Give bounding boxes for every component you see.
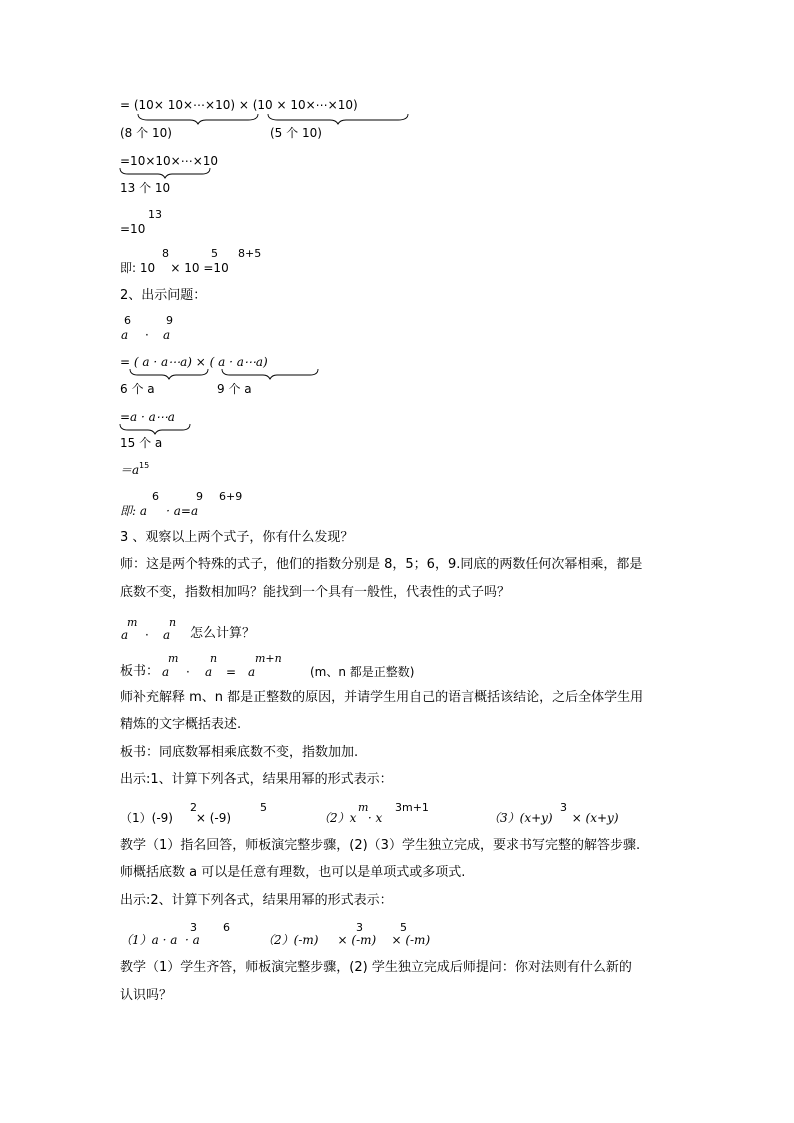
q1-expr	[120, 933, 200, 947]
ex1-line3: =10	[120, 222, 146, 236]
p1-e2: 5	[260, 801, 267, 814]
q2-expr-a1: a	[121, 328, 129, 342]
board-eq: =	[226, 665, 237, 679]
p2-a: （2）x	[318, 811, 357, 825]
q1-e2: 6	[223, 921, 230, 934]
q2-e2: 5	[400, 921, 407, 934]
p1-b: × (-9)	[195, 811, 232, 825]
q2-expr-a2: a	[163, 328, 171, 342]
q1-a: （1）a · a	[120, 933, 178, 947]
q1-b: · a	[185, 933, 200, 947]
q2-result-e2: 9	[196, 490, 203, 503]
ex1-line3-exp: 13	[148, 208, 162, 221]
brace-15a	[120, 424, 190, 434]
teach1-line: 教学（1）指名回答，师板演完整步骤，(2)（3）学生独立完成，要求书写完整的解答步骤.	[120, 838, 641, 853]
ex1-note5: (5 个 10)	[270, 126, 322, 140]
q2-note9: 9 个 a	[217, 382, 252, 396]
p3-e1: 3	[560, 801, 567, 814]
q2-result-e3: 6+9	[219, 490, 243, 503]
teacher-line-2: 底数不变，指数相加吗？能找到一个具有一般性，代表性的式子吗？	[120, 585, 511, 600]
ex1-line2: =10×10×⋯×10	[120, 154, 219, 168]
ex1-result-mid: × 10	[170, 261, 200, 275]
board-a3: a	[248, 665, 256, 679]
q2-line3: ＝a	[120, 463, 140, 477]
q2-b: × (-m)	[337, 933, 377, 947]
brace-5	[268, 114, 408, 124]
board-prefix: 板书：	[120, 664, 160, 679]
ex1-result-e2: 5	[211, 247, 218, 260]
ex1-result-prefix: 即: 10	[120, 261, 156, 275]
q2-expr	[262, 933, 430, 947]
summary-line: 师概括底数 a 可以是任意有理数，也可以是单项式或多项式.	[120, 865, 466, 880]
p2-e1: m	[358, 801, 369, 814]
teach2-line-1: 教学（1）学生齐答，师板演完整步骤，(2) 学生独立完成后师提问：你对法则有什么新的	[120, 960, 632, 975]
board-e1: m	[168, 652, 179, 665]
q2-note15: 15 个 a	[120, 436, 163, 450]
board-a2: a	[205, 665, 213, 679]
general-a2: a	[163, 628, 171, 642]
brace-9a	[222, 369, 318, 379]
q2-heading: 2、出示问题：	[120, 288, 207, 303]
p3-expr	[488, 811, 619, 825]
explain-line-1: 师补充解释 m、n 都是正整数的原因，并请学生用自己的语言概括该结论，之后全体学生用	[120, 690, 644, 705]
ex1-result-e1: 8	[162, 247, 169, 260]
brace-13	[120, 168, 210, 178]
q2-line2: =a · a⋯a	[120, 410, 175, 424]
ex1-note8: (8 个 10)	[120, 126, 172, 140]
general-e2: n	[169, 616, 177, 629]
q3-line: 3 、观察以上两个式子，你有什么发现？	[120, 530, 354, 545]
brace-6a	[130, 369, 208, 379]
q2-line1-text: = ( a · a⋯a) × ( a · a⋯a)	[120, 355, 268, 369]
general-dot: ·	[145, 628, 149, 642]
board2-line: 板书：同底数幂相乘底数不变，指数加加.	[120, 745, 359, 760]
p3-b: × (x+y)	[571, 811, 619, 825]
p3-a: （3）(x+y)	[488, 811, 553, 825]
p1-e1: 2	[190, 801, 197, 814]
q2-line3-exp: 15	[139, 461, 150, 470]
ex1-result-e3: 8+5	[238, 247, 262, 260]
q1-e1: 3	[190, 921, 197, 934]
board-dot: ·	[186, 665, 190, 679]
ex1-line1: = (10× 10×⋯×10) × (10 × 10×⋯×10)	[120, 98, 358, 112]
q2-line1	[120, 355, 268, 369]
q2-result-mid: · a	[166, 504, 181, 518]
p2-e2: 3m+1	[395, 801, 429, 814]
general-question: 怎么计算？	[190, 626, 256, 641]
q2-result-eq: =a	[180, 504, 199, 518]
ex1-note13: 13 个 10	[120, 181, 171, 195]
general-a1: a	[121, 628, 129, 642]
ex1-result	[120, 261, 229, 275]
q2-a: （2）(-m)	[262, 933, 319, 947]
ex1-result-eq: =10	[203, 261, 229, 275]
q2-expr-e2: 9	[166, 314, 173, 327]
explain-line-2: 精炼的文字概括表述.	[120, 717, 242, 732]
p2-expr	[318, 811, 382, 825]
board-e2: n	[210, 652, 218, 665]
q2-note6: 6 个 a	[120, 382, 155, 396]
board-condition: (m、n 都是正整数)	[310, 665, 415, 679]
q2-result	[120, 504, 198, 518]
q2-expr-e1: 6	[124, 314, 131, 327]
q2-result-prefix: 即: a	[120, 504, 148, 518]
q2-expr-dot: ·	[145, 328, 149, 342]
teach2-line-2: 认识吗？	[120, 988, 173, 1003]
q2-result-e1: 6	[152, 490, 159, 503]
p1-expr	[120, 811, 231, 825]
p2-b: · x	[367, 811, 383, 825]
board-e3: m+n	[255, 652, 282, 665]
board-a1: a	[162, 665, 170, 679]
q2-e1: 3	[356, 921, 363, 934]
show1-line: 出示:1、计算下列各式，结果用幂的形式表示：	[120, 772, 393, 787]
q2-c: × (-m)	[391, 933, 431, 947]
show2-line: 出示:2、计算下列各式，结果用幂的形式表示：	[120, 893, 393, 908]
p1-a: （1）(-9)	[120, 811, 173, 825]
general-e1: m	[127, 616, 138, 629]
brace-8	[138, 114, 258, 124]
teacher-line-1: 师：这是两个特殊的式子，他们的指数分别是 8，5；6，9.同底的两数任何次幂相乘，都是	[120, 557, 643, 572]
